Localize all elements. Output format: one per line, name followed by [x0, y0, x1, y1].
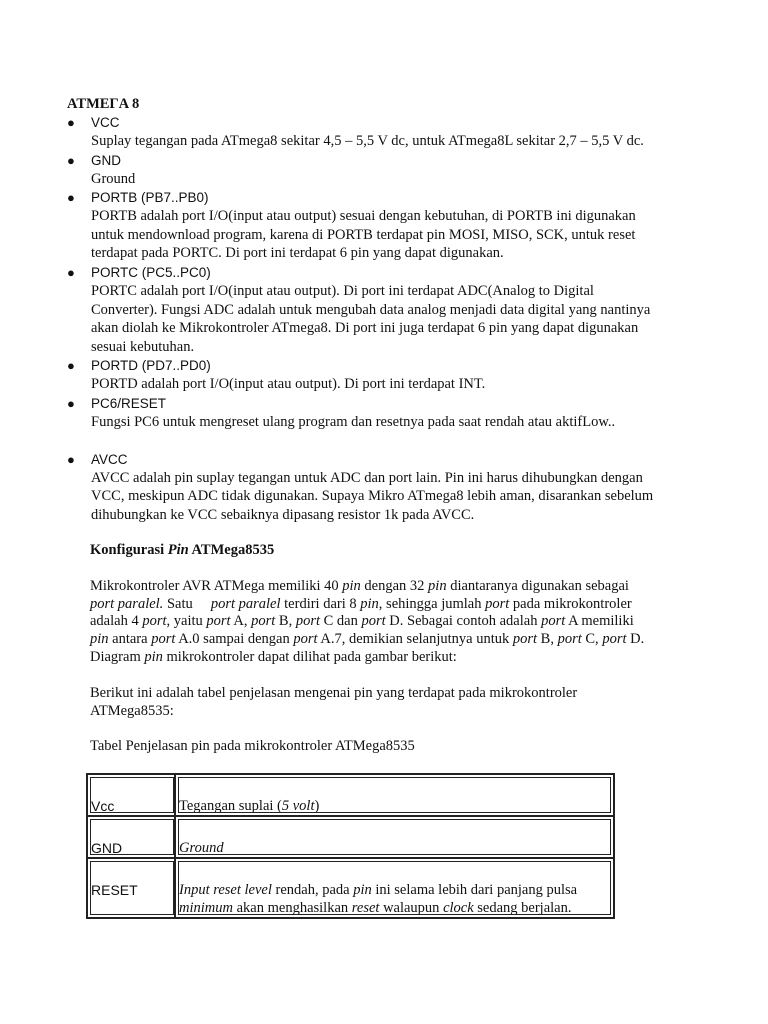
pin-desc-cell: Ground: [176, 817, 613, 857]
desc-line: VCC, meskipun ADC tidak digunakan. Supaya Mikro ATmega8 lebih aman, disarankan sebelum: [91, 488, 654, 505]
bullet-icon: ●: [67, 190, 75, 206]
bullet-icon: ●: [67, 152, 75, 168]
bullet-label: GND: [91, 152, 121, 168]
list-item: [67, 188, 687, 263]
bullet-icon: ●: [67, 358, 75, 374]
desc-line: PORTD adalah port I/O(input atau output). Di port ini terdapat INT.: [91, 376, 486, 393]
list-item: [67, 263, 687, 356]
bullet-icon: ●: [67, 264, 75, 280]
list-item: [67, 151, 687, 189]
bullet-label: AVCC: [91, 451, 128, 467]
desc-line: PORTB adalah port I/O(input atau output) sesuai dengan kebutuhan, di PORTB ini digunakan: [91, 208, 636, 225]
bullet-desc: [91, 469, 687, 525]
bullet-icon: ●: [67, 115, 75, 130]
bullet-icon: ●: [67, 395, 75, 411]
list-item: [67, 113, 687, 151]
desc-line: dihubungkan ke VCC sebaiknya dipasang resistor 1k pada AVCC.: [91, 506, 475, 523]
intro-paragraph: Mikrokontroler AVR ATMega memiliki 40 pin dengan 32 pin diantaranya digunakan sebagai port paralel. Satu port paralel terdiri dari 8 pin, sehingga jumlah port pada mikrokontroler adalah 4 port, yaitu port A, port B, port C dan port D. Sebagai contoh adalah port A memiliki pin antara port A.0 sampai dengan port A.7, demikian selanjutnya untuk port B, port C, port D. Diagram pin mikrokontroler dapat dilihat pada gambar berikut:: [90, 577, 645, 665]
pin-desc-cell: Tegangan suplai (5 volt): [176, 775, 613, 815]
bullet-desc: [91, 413, 687, 432]
desc-line: akan diolah ke Mikrokontroler ATmega8. Di port ini juga terdapat 6 pin yang dapat digunakan: [91, 320, 639, 337]
list-item: [67, 356, 687, 394]
table-caption: Tabel Penjelasan pin pada mikrokontroler ATMega8535: [90, 738, 415, 755]
desc-line: Ground: [91, 170, 136, 187]
pin-name-cell: Vcc: [88, 775, 176, 815]
desc-line: PORTC adalah port I/O(input atau output). Di port ini terdapat ADC(Analog to Digital: [91, 282, 594, 299]
bullet-label: PORTD (PD7..PD0): [91, 358, 211, 374]
pin-bullet-list: [67, 113, 687, 524]
bullet-desc: [91, 282, 687, 356]
bullet-desc: [91, 132, 687, 151]
bullet-icon: ●: [67, 451, 75, 467]
pin-table: [86, 773, 615, 919]
bullet-label: VCC: [91, 115, 120, 130]
desc-line: Fungsi PC6 untuk mengreset ulang program dan resetnya pada saat rendah atau aktifLow..: [91, 413, 616, 430]
document-heading: ATMEΓA 8: [67, 96, 140, 112]
bullet-desc: [91, 375, 687, 394]
desc-line: sesuai kebutuhan.: [91, 338, 195, 355]
desc-line: terdapat pada PORTC. Di port ini terdapat 6 pin yang dapat digunakan.: [91, 245, 504, 262]
bullet-label: PC6/RESET: [91, 395, 167, 411]
desc-line: Suplay tegangan pada ATmega8 sekitar 4,5 – 5,5 V dc, untuk ATmega8L sekitar 2,7 – 5,5 V dc.: [91, 133, 644, 149]
bullet-label: PORTB (PB7..PB0): [91, 190, 209, 206]
pin-name-cell: GND: [88, 817, 176, 857]
bullet-label: PORTC (PC5..PC0): [91, 264, 211, 280]
desc-line: Converter). Fungsi ADC adalah untuk mengubah data analog menjadi data digital yang nantinya: [91, 301, 651, 318]
desc-line: untuk mendownload program, karena di PORTB terdapat pin MOSI, MISO, SCK, untuk reset: [91, 226, 636, 243]
bullet-desc: [91, 170, 687, 189]
table-intro-paragraph: Berikut ini adalah tabel penjelasan mengenai pin yang terdapat pada mikrokontroler ATMega8535:: [90, 684, 578, 719]
section-heading: Konfigurasi Pin ATMega8535: [90, 542, 275, 558]
bullet-desc: [91, 207, 687, 263]
pin-desc-cell: Input reset level rendah, pada pin ini selama lebih dari panjang pulsa minimum akan menghasilkan reset walaupun clock sedang berjalan.: [176, 859, 613, 917]
pin-name-cell: RESET: [88, 859, 176, 917]
table-row: [88, 775, 613, 815]
table-row: [88, 815, 613, 857]
pin-configuration-section: [90, 542, 680, 756]
table-row: [88, 857, 613, 917]
list-item: [67, 394, 687, 432]
list-item: [67, 450, 687, 525]
desc-line: AVCC adalah pin suplay tegangan untuk ADC dan port lain. Pin ini harus dihubungkan dengan: [91, 469, 643, 486]
